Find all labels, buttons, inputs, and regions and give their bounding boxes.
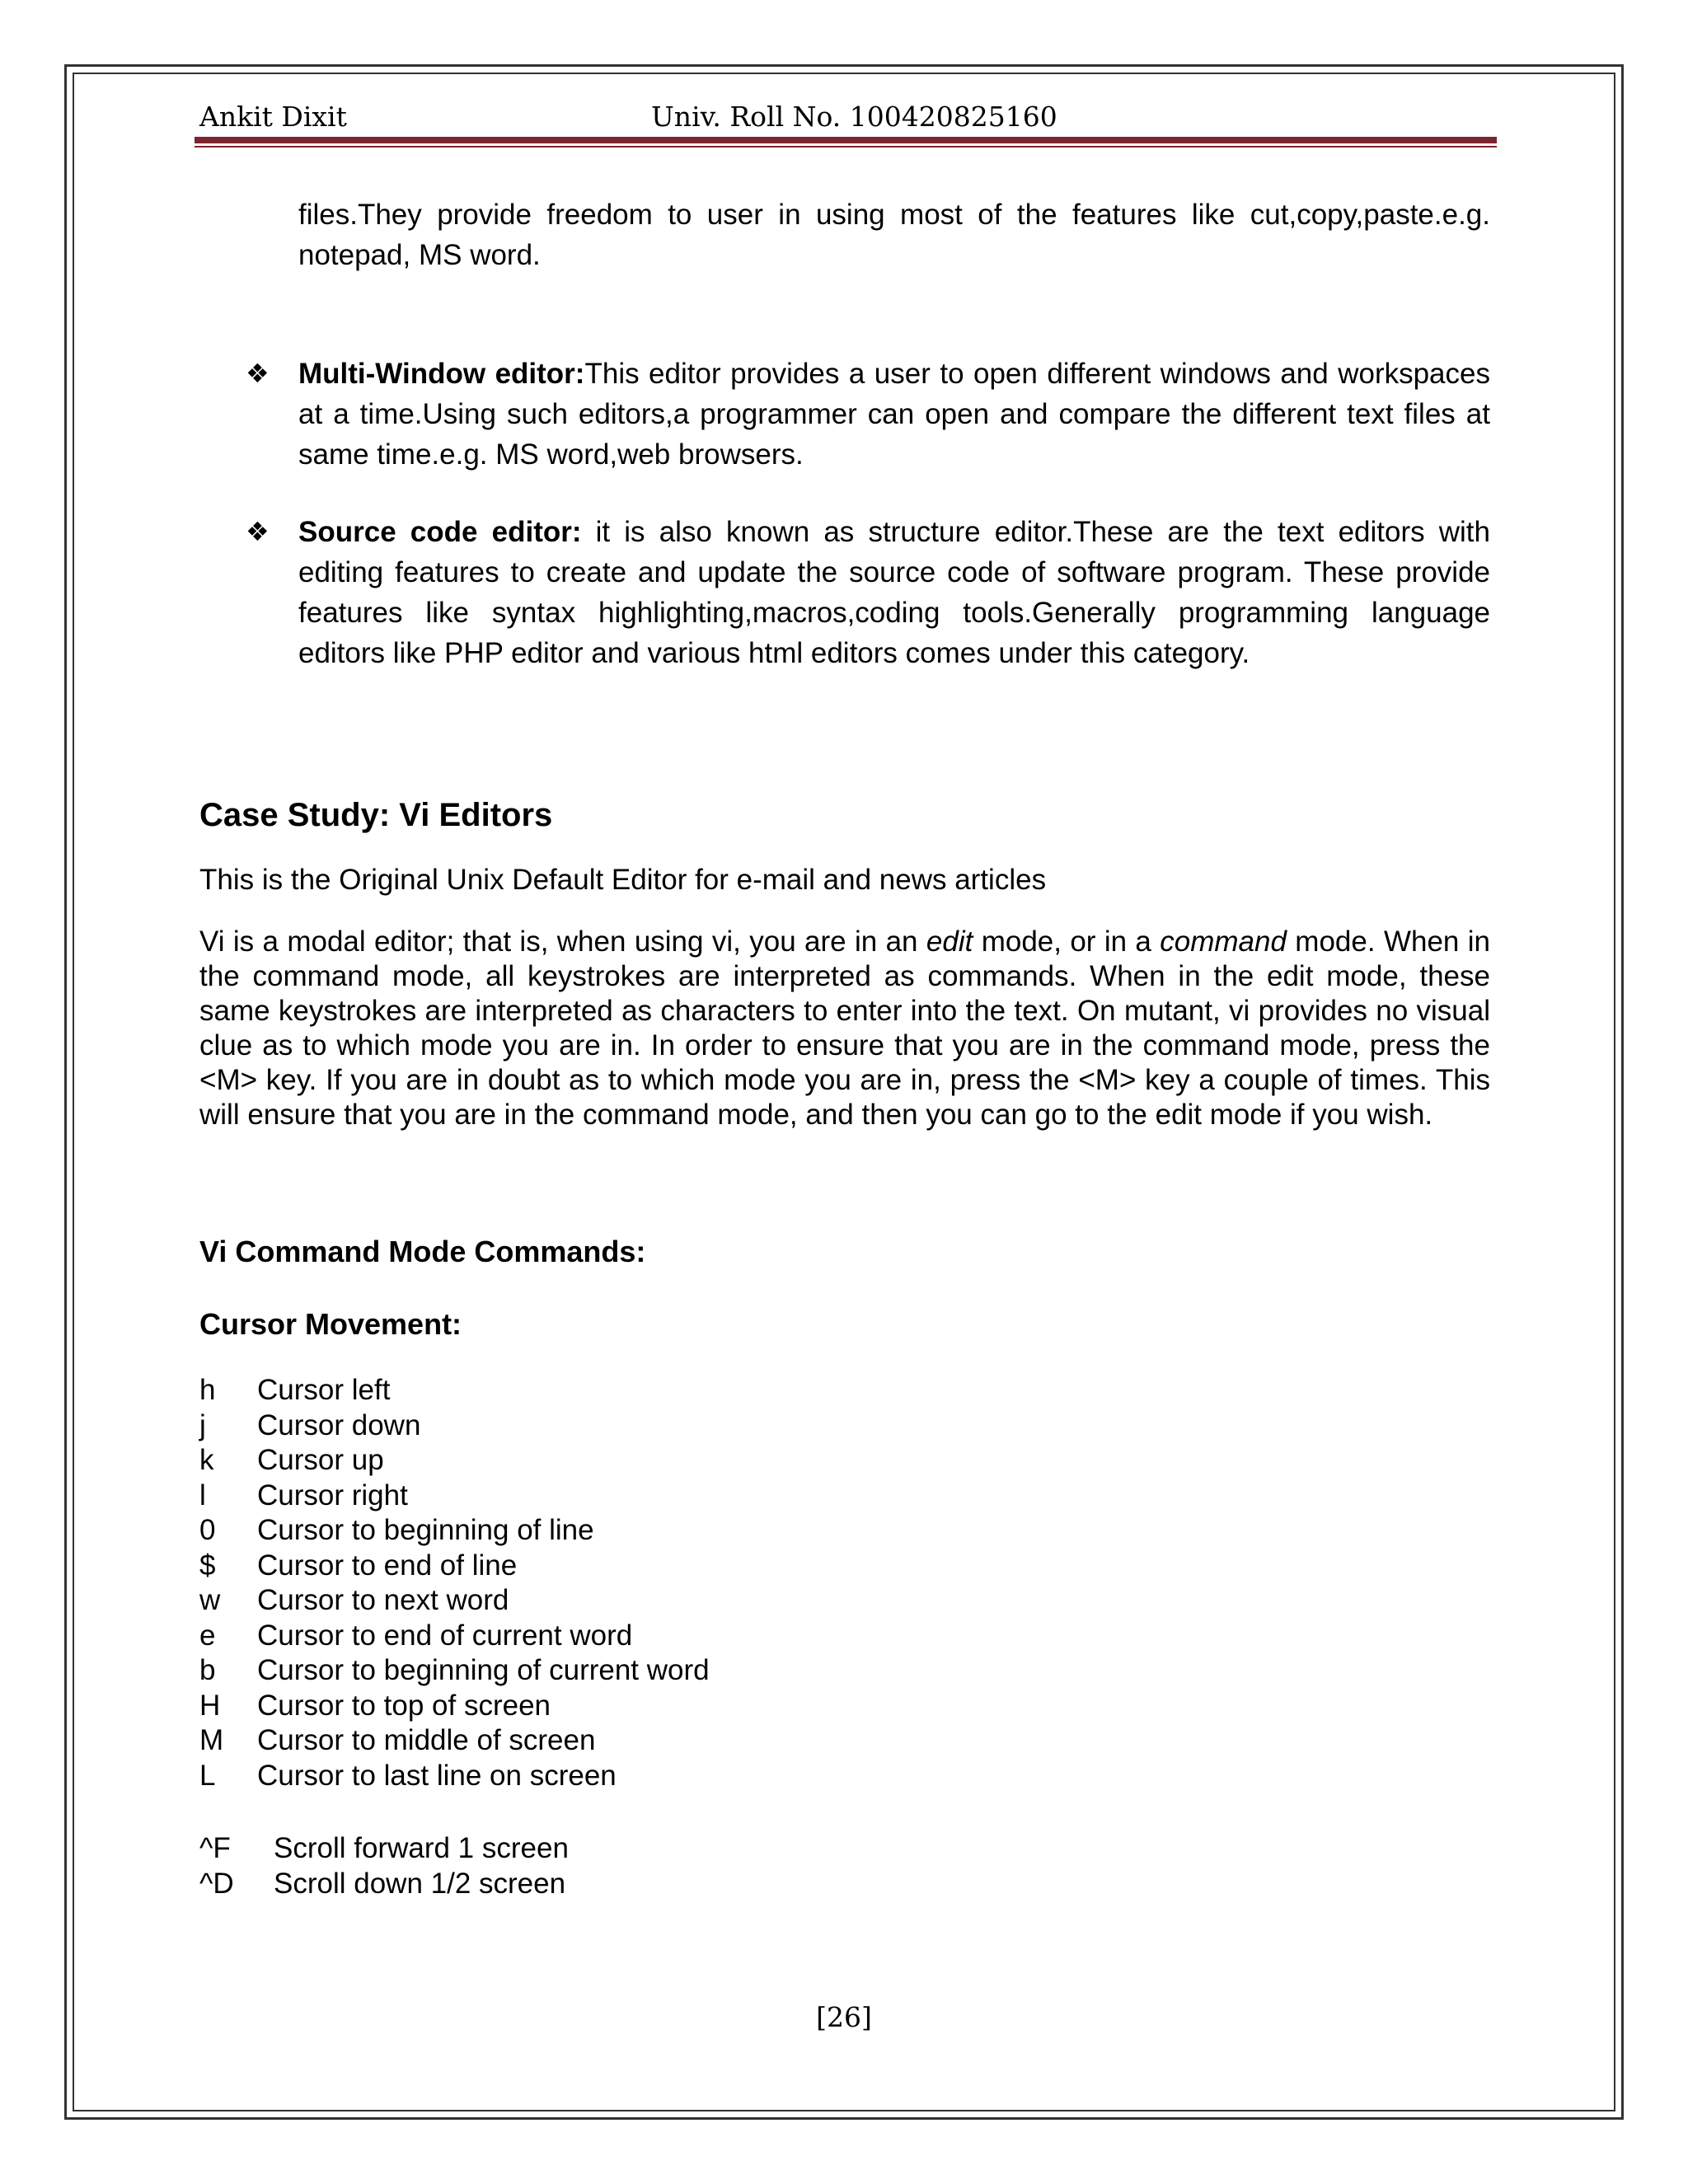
command-key: 0: [199, 1514, 216, 1546]
command-mode-term: command: [1160, 926, 1287, 958]
edit-mode-term: edit: [926, 926, 973, 958]
command-desc: Cursor to end of current word: [257, 1619, 633, 1652]
command-row: [199, 1583, 1490, 1619]
header-rule: [195, 137, 1497, 143]
command-desc: Cursor right: [257, 1479, 408, 1511]
command-desc: Scroll down 1/2 screen: [274, 1867, 566, 1900]
command-row: [199, 1619, 1490, 1654]
command-row: [199, 1549, 1490, 1584]
command-key: l: [199, 1479, 206, 1511]
page-number: [26]: [816, 2001, 872, 2033]
command-key: e: [199, 1619, 216, 1652]
command-key: ^F: [199, 1832, 231, 1864]
command-desc: Cursor to middle of screen: [257, 1724, 596, 1756]
header-author: Ankit Dixit: [199, 101, 347, 133]
command-key: H: [199, 1689, 221, 1722]
page-header: [198, 97, 1493, 135]
command-row: [199, 1513, 1490, 1549]
command-desc: Cursor to beginning of current word: [257, 1654, 710, 1686]
command-row: [199, 1373, 1490, 1408]
command-row: [199, 1443, 1490, 1479]
command-row: [199, 1408, 1490, 1444]
command-desc: Cursor to next word: [257, 1584, 509, 1616]
command-desc: Cursor up: [257, 1444, 384, 1476]
command-key: $: [199, 1549, 216, 1582]
command-key: ^D: [199, 1867, 234, 1900]
command-key: w: [199, 1584, 221, 1616]
command-key: h: [199, 1374, 216, 1406]
command-row: [199, 1653, 1490, 1689]
command-key: k: [199, 1444, 214, 1476]
case-study-paragraph: Vi is a modal editor; that is, when using vi, you are in an edit mode, or in a command mode. When in the command mode, all keystrokes are interpreted as commands. When in the edit mode, these same keystrokes are interpreted as characters to enter into the text. On mutant, vi provides no visual clue as to which mode you are in. In order to ensure that you are in the command mode, press the <M> key. If you are in doubt as to which mode you are in, press the <M> key a couple of times. This will ensure that you are in the command mode, and then you can go to the edit mode if you wish.: [199, 926, 1490, 1131]
command-row: [199, 1723, 1490, 1759]
command-row: [199, 1759, 1490, 1794]
header-rule-thin: [195, 146, 1497, 148]
command-desc: Cursor left: [257, 1374, 391, 1406]
editor-type-term: Source code editor:: [298, 516, 582, 548]
cursor-command-list: [199, 1373, 1490, 1793]
editor-type-item: [246, 354, 1490, 475]
command-desc: Cursor to beginning of line: [257, 1514, 594, 1546]
editor-type-text: it is also known as structure editor.These are the text editors with editing features to create and update the source code of software program. These provide features like syntax highlighting,macros,coding tools.Generally programming language editors like PHP editor and various html editors comes under this category.: [298, 516, 1490, 669]
editor-type-item: [246, 512, 1490, 673]
command-desc: Cursor to end of line: [257, 1549, 518, 1582]
editor-type-text: This editor provides a user to open different windows and workspaces at a time.Using such editors,a programmer can open and compare the different text files at same time.e.g. MS word,web browsers.: [298, 358, 1490, 471]
case-study-title: Case Study: Vi Editors: [199, 797, 553, 833]
header-roll-number: Univ. Roll No. 100420825160: [651, 101, 1057, 133]
command-key: L: [199, 1759, 216, 1792]
command-key: j: [199, 1408, 206, 1441]
diamond-bullet-icon: ❖: [246, 359, 270, 388]
command-key: b: [199, 1654, 216, 1686]
editor-type-term: Multi-Window editor:: [298, 358, 585, 390]
command-row: [199, 1479, 1490, 1514]
command-row: [199, 1831, 1490, 1867]
command-desc: Cursor to last line on screen: [257, 1759, 617, 1792]
cursor-movement-heading: Cursor Movement:: [199, 1307, 462, 1341]
diamond-bullet-icon: ❖: [246, 517, 270, 546]
case-study-intro: This is the Original Unix Default Editor for e-mail and news articles: [199, 864, 1047, 896]
command-row: [199, 1867, 1490, 1902]
commands-heading: Vi Command Mode Commands:: [199, 1235, 646, 1268]
command-desc: Cursor to top of screen: [257, 1689, 551, 1722]
command-row: [199, 1689, 1490, 1724]
command-desc: Cursor down: [257, 1408, 421, 1441]
scroll-command-list: [199, 1831, 1490, 1901]
command-desc: Scroll forward 1 screen: [274, 1832, 569, 1864]
page-content: [199, 194, 1490, 1901]
command-key: M: [199, 1724, 224, 1756]
intro-continuation: files.They provide freedom to user in using most of the features like cut,copy,paste.e.g. notepad, MS word.: [298, 199, 1490, 271]
